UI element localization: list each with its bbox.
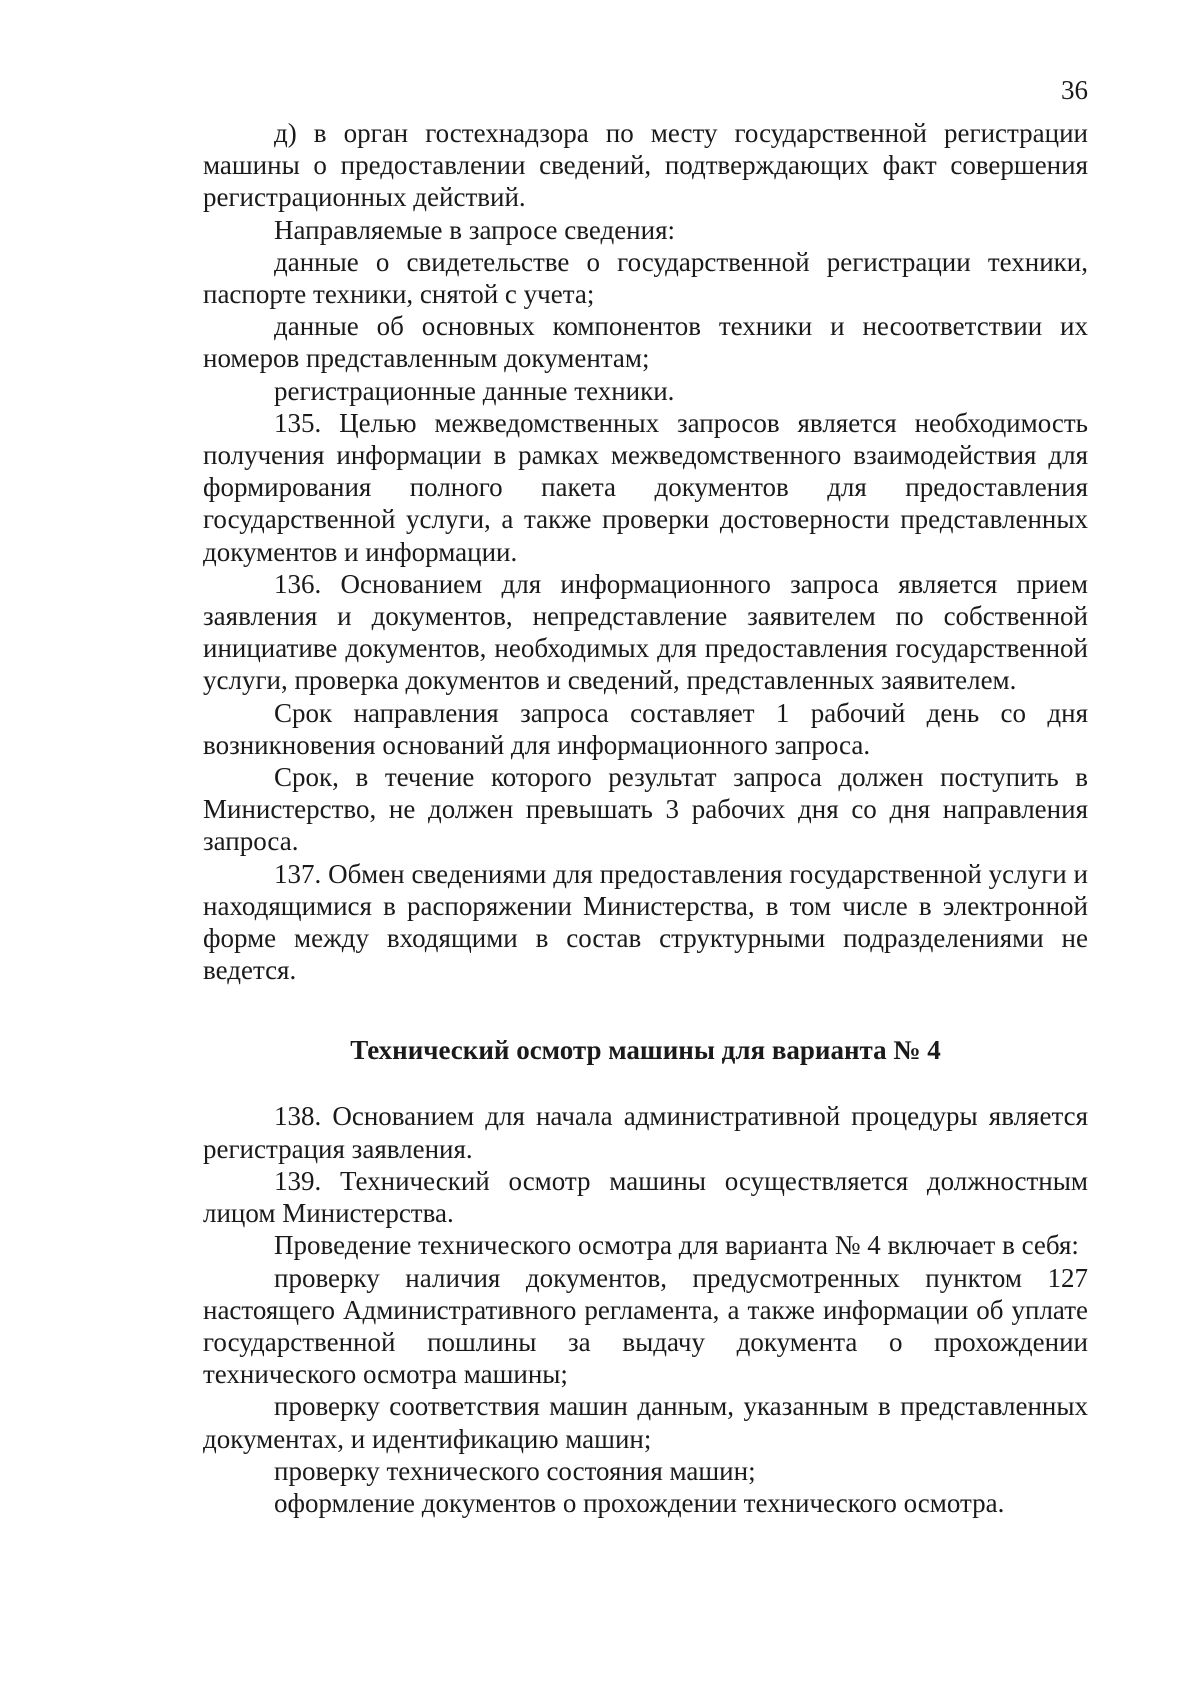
paragraph: Срок, в течение которого результат запроса должен поступить в Министерство, не должен превышать 3 рабочих дня со дня направления запроса. (203, 762, 1088, 857)
paragraph: 137. Обмен сведениями для предоставления государственной услуги и находящимися в распоряжении Министерства, в том числе в электронной форме между входящими в состав структурными подразделениями не ведется. (203, 858, 1088, 986)
paragraph: проверку технического состояния машин; (274, 1455, 756, 1486)
page-number: 36 (1061, 75, 1088, 105)
paragraph: 139. Технический осмотр машины осуществляется должностным лицом Министерства. (203, 1165, 1088, 1229)
paragraph: д) в орган гостехнадзора по месту государственной регистрации машины о предоставлении сведений, подтверждающих факт совершения регистрационных действий. (203, 118, 1088, 213)
paragraph: регистрационные данные техники. (274, 375, 675, 406)
paragraph: проверку соответствия машин данным, указанным в представленных документах, и идентификацию машин; (203, 1391, 1088, 1454)
document-body (203, 117, 1088, 1519)
paragraph: 135. Целью межведомственных запросов является необходимость получения информации в рамках межведомственного взаимодействия для формирования полного пакета документов для предоставления государственной услуги, а также проверки достоверности представленных документов и информации. (203, 407, 1088, 567)
paragraph: 138. Основанием для начала административной процедуры является регистрация заявления. (203, 1101, 1088, 1164)
paragraph: Срок направления запроса составляет 1 рабочий день со дня возникновения оснований для информационного запроса. (203, 697, 1088, 760)
section-heading: Технический осмотр машины для варианта № 4 (350, 1035, 941, 1066)
paragraph: данные о свидетельстве о государственной регистрации техники, паспорте техники, снятой с учета; (203, 246, 1088, 310)
paragraph: Проведение технического осмотра для варианта № 4 включает в себя: (274, 1230, 1079, 1261)
paragraph: Направляемые в запросе сведения: (274, 214, 675, 245)
paragraph: оформление документов о прохождении технического осмотра. (274, 1487, 1005, 1518)
paragraph: 136. Основанием для информационного запроса является прием заявления и документов, непредставление заявителем по собственной инициативе документов, необходимых для предоставления государственной услуги, проверка документов и сведений, представленных заявителем. (203, 568, 1088, 696)
paragraph: данные об основных компонентов техники и несоответствии их номеров представленным документам; (203, 311, 1088, 374)
paragraph: проверку наличия документов, предусмотренных пунктом 127 настоящего Административного регламента, а также информации об уплате государственной пошлины за выдачу документа о прохождении технического осмотра машины; (203, 1262, 1088, 1390)
